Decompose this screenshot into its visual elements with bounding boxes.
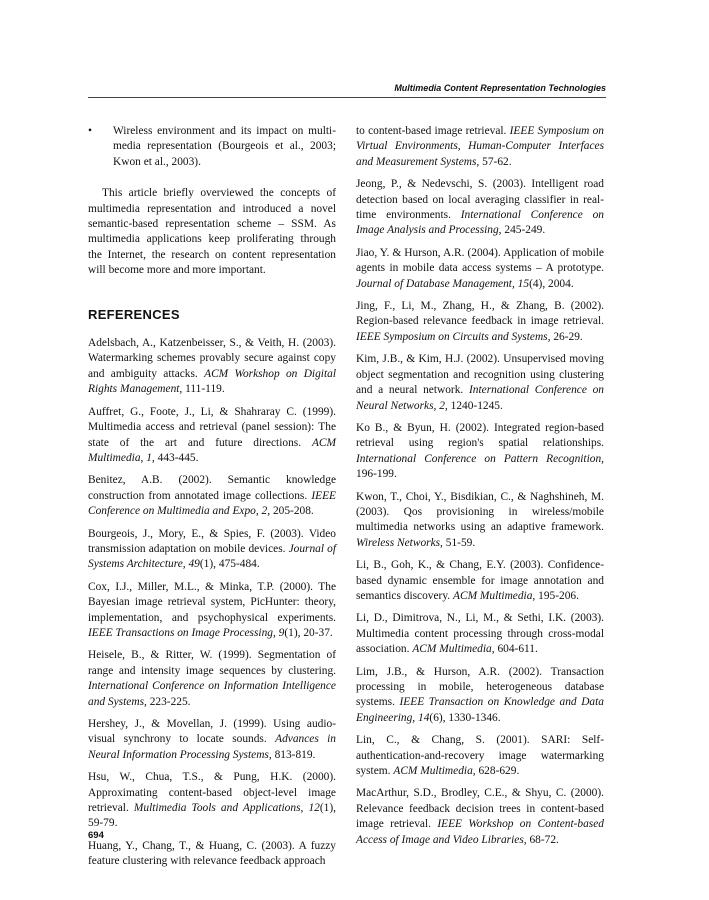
reference-venue: IEEE Conference on Multimedia and Expo, 2, bbox=[88, 489, 336, 518]
right-column bbox=[356, 124, 604, 855]
reference-pages: (6), 1330-1346. bbox=[429, 711, 501, 724]
bullet-marker: • bbox=[88, 125, 92, 137]
reference-entry bbox=[356, 177, 604, 239]
reference-entry bbox=[88, 336, 336, 398]
running-head: Multimedia Content Representation Technologies bbox=[394, 83, 606, 93]
reference-pages: 205-208. bbox=[272, 505, 314, 518]
reference-venue: Multimedia Tools and Applications, 12 bbox=[133, 802, 320, 815]
reference-pages: 51-59. bbox=[445, 536, 476, 549]
reference-authors: Jeong, P., & Nedevschi, S. (2003). Intelligent road detection based on local averaging classifier in real-time environments. bbox=[356, 178, 604, 222]
reference-entry bbox=[88, 839, 336, 870]
reference-authors: Jiao, Y. & Hurson, A.R. (2004). Application of mobile agents in mobile data access systems – A prototype. bbox=[356, 246, 604, 275]
reference-entry bbox=[356, 246, 604, 292]
reference-pages: (4), 2004. bbox=[529, 277, 574, 290]
reference-venue: International Conference on Information Intelligence and Systems, bbox=[88, 680, 336, 708]
reference-entry bbox=[356, 558, 604, 604]
reference-venue: IEEE Symposium on Circuits and Systems, bbox=[356, 330, 551, 343]
reference-authors: Ko B., & Byun, H. (2002). Integrated region-based retrieval using region's spatial relationships. bbox=[356, 421, 604, 450]
reference-authors: Li, D., Dimitrova, N., Li, M., & Sethi, I.K. (2003). Multimedia content processing through cross-modal association. bbox=[356, 612, 604, 656]
reference-pages: 443-445. bbox=[157, 451, 199, 464]
reference-authors: to content-based image retrieval. bbox=[356, 125, 507, 137]
reference-entry bbox=[88, 580, 336, 642]
reference-authors: Huang, Y., Chang, T., & Huang, C. (2003). A fuzzy feature clustering with relevance feedback approach bbox=[88, 839, 336, 868]
bullet-item bbox=[88, 124, 336, 170]
references-heading: REFERENCES bbox=[88, 306, 180, 322]
reference-authors: Lin, C., & Chang, S. (2001). SARI: Self-authentication-and-recovery image watermarking system. bbox=[356, 734, 604, 778]
reference-entry bbox=[356, 124, 604, 170]
page-number: 694 bbox=[88, 830, 104, 841]
reference-venue: Journal of Database Management, 15 bbox=[356, 277, 530, 290]
reference-authors: Jing, F., Li, M., Zhang, H., & Zhang, B. (2002). Region-based relevance feedback in image retrieval. bbox=[356, 300, 604, 328]
reference-pages: 26-29. bbox=[553, 330, 583, 343]
reference-entry bbox=[88, 717, 336, 763]
reference-authors: Benitez, A.B. (2002). Semantic knowledge construction from annotated image collections. bbox=[88, 474, 336, 502]
reference-authors: Kwon, T., Choi, Y., Bisdikian, C., & Naghshineh, M. (2003). Qos provisioning in wireless/mobile multimedia networks using an adaptive framework. bbox=[356, 490, 604, 534]
reference-pages: 111-119. bbox=[185, 383, 225, 396]
reference-pages: 628-629. bbox=[478, 765, 520, 778]
reference-entry bbox=[356, 733, 604, 779]
reference-venue: IEEE Symposium on Virtual Environments, Human-Computer Interfaces and Measurement Systems, bbox=[356, 125, 604, 168]
conclusion-paragraph: This article briefly overviewed the concepts of multimedia representation and introduced a novel semantic-based representation scheme – SSM. As multimedia applications keep proliferating through the Internet, the research on content representation will become more and more important. bbox=[88, 187, 336, 277]
reference-venue: IEEE Transactions on Image Processing, 9 bbox=[88, 626, 285, 639]
reference-authors: Hershey, J., & Movellan, J. (1999). Using audio-visual synchrony to locate sounds. bbox=[88, 718, 336, 746]
reference-pages: 195-206. bbox=[538, 589, 579, 602]
reference-venue: ACM Multimedia, 1, bbox=[88, 436, 336, 464]
reference-authors: MacArthur, S.D., Brodley, C.E., & Shyu, C. (2000). Relevance feedback decision trees in content-based image retrieval. bbox=[356, 787, 604, 831]
reference-venue: International Conference on Pattern Recognition, bbox=[356, 452, 604, 465]
reference-authors: Lim, J.B., & Hurson, A.R. (2002). Transaction processing in mobile, heterogeneous database systems. bbox=[356, 665, 604, 709]
reference-venue: ACM Workshop on Digital Rights Management, bbox=[88, 367, 336, 396]
reference-entry bbox=[356, 611, 604, 657]
reference-pages: 223-225. bbox=[149, 695, 191, 708]
reference-venue: ACM Multimedia, bbox=[393, 765, 476, 778]
reference-entry bbox=[88, 473, 336, 519]
reference-pages: 813-819. bbox=[274, 748, 316, 761]
reference-pages: (1), 20-37. bbox=[284, 626, 333, 639]
reference-pages: 68-72. bbox=[529, 833, 559, 846]
reference-pages: 196-199. bbox=[356, 468, 397, 481]
reference-pages: (1), 59-79. bbox=[88, 802, 336, 830]
reference-authors: Li, B., Goh, K., & Chang, E.Y. (2003). Confidence-based dynamic ensemble for image annotation and semantics discovery. bbox=[356, 559, 604, 602]
reference-authors: Bourgeois, J., Mory, E., & Spies, F. (2003). Video transmission adaptation on mobile devices. bbox=[88, 527, 336, 555]
reference-entry bbox=[356, 421, 604, 483]
reference-venue: ACM Multimedia, bbox=[412, 643, 495, 656]
reference-venue: International Conference on Neural Networks, 2, bbox=[356, 384, 604, 412]
reference-venue: IEEE Transaction on Knowledge and Data Engineering, 14 bbox=[356, 696, 604, 724]
reference-authors: Cox, I.J., Miller, M.L., & Minka, T.P. (2000). The Bayesian image retrieval system, PicHunter: theory, implementation, and psychophysical experiments. bbox=[88, 580, 336, 624]
reference-venue: Journal of Systems Architecture, 49 bbox=[88, 542, 336, 571]
reference-pages: (1), 475-484. bbox=[199, 558, 260, 571]
reference-entry bbox=[88, 770, 336, 832]
reference-pages: 57-62. bbox=[482, 155, 512, 168]
reference-pages: 245-249. bbox=[504, 224, 546, 237]
reference-authors: Heisele, B., & Ritter, W. (1999). Segmentation of range and intensity image sequences by clustering. bbox=[88, 649, 336, 677]
reference-authors: Kim, J.B., & Kim, H.J. (2002). Unsupervised moving object segmentation and recognition using clustering and a neural network. bbox=[356, 353, 604, 397]
reference-entry bbox=[356, 299, 604, 345]
reference-venue: International Conference on Image Analysis and Processing, bbox=[356, 209, 604, 237]
left-column bbox=[88, 124, 336, 877]
bullet-text: Wireless environment and its impact on multi-media representation (Bourgeois et al., 2003; Kwon et al., 2003). bbox=[113, 125, 336, 168]
reference-entry bbox=[356, 352, 604, 414]
reference-entry bbox=[88, 648, 336, 710]
reference-pages: 1240-1245. bbox=[450, 399, 503, 412]
header-rule bbox=[88, 97, 606, 98]
reference-authors: Auffret, G., Foote, J., Li, & Shahraray C. (1999). Multimedia access and retrieval (panel session): The state of the art and future directions. bbox=[88, 405, 336, 449]
reference-venue: Advances in Neural Information Processing Systems, bbox=[88, 733, 336, 761]
reference-entry bbox=[356, 490, 604, 552]
reference-entry bbox=[356, 786, 604, 848]
reference-entry bbox=[88, 405, 336, 467]
reference-authors: Hsu, W., Chua, T.S., & Pung, H.K. (2000). Approximating content-based object-level image retrieval. bbox=[88, 771, 336, 815]
reference-venue: Wireless Networks, bbox=[356, 536, 443, 549]
reference-venue: IEEE Workshop on Content-based Access of Image and Video Libraries, bbox=[356, 818, 604, 846]
references-list-left bbox=[88, 336, 336, 870]
reference-venue: ACM Multimedia, bbox=[453, 589, 536, 602]
reference-pages: 604-611. bbox=[497, 643, 538, 656]
reference-authors: Adelsbach, A., Katzenbeisser, S., & Veith, H. (2003). Watermarking schemes provably secure against copy and ambiguity attacks. bbox=[88, 337, 336, 380]
reference-entry bbox=[88, 527, 336, 573]
reference-entry bbox=[356, 665, 604, 727]
